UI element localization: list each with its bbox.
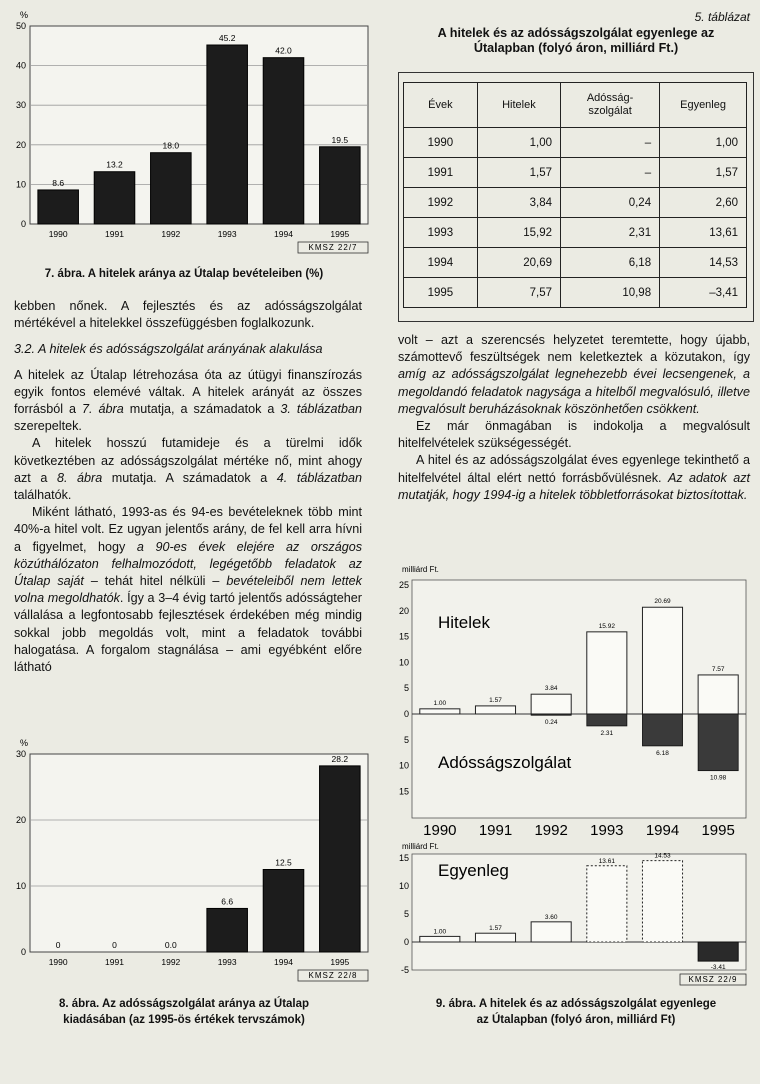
table-cell: 10,98 xyxy=(561,278,660,308)
x-tick-label: 1992 xyxy=(161,229,181,239)
table-5-frame xyxy=(398,72,754,322)
data-label: 10.98 xyxy=(710,774,727,782)
x-tick-label: 1991 xyxy=(105,957,124,967)
figure-8-caption-line2: kiadásában (az 1995-ös értékek tervszámok) xyxy=(63,1014,305,1026)
table-row xyxy=(404,128,747,158)
text-run: találhatók. xyxy=(14,488,72,503)
paragraph xyxy=(14,504,362,676)
table-cell: 1992 xyxy=(404,188,478,218)
text-run: bevételeiből nem lettek volna megoldhatók xyxy=(14,574,362,606)
data-label: 1.57 xyxy=(489,696,502,704)
x-tick-label: 1995 xyxy=(330,957,350,967)
bar xyxy=(207,908,248,952)
egyenleg-bar xyxy=(475,933,515,942)
paragraph xyxy=(14,435,362,504)
hitelek-bar xyxy=(642,607,682,714)
y-tick-label: 0 xyxy=(20,947,26,957)
figure-8 xyxy=(8,736,378,990)
data-label: 18.0 xyxy=(162,140,180,151)
bar xyxy=(151,153,192,224)
y-tick-label: 15 xyxy=(398,786,409,797)
y-unit-label: % xyxy=(20,738,29,748)
bar xyxy=(320,766,361,952)
hitelek-bar xyxy=(587,632,627,714)
y-tick-label: 5 xyxy=(403,683,409,694)
y-tick-label: 10 xyxy=(15,881,26,891)
table-cell: 0,24 xyxy=(561,188,660,218)
y-tick-label: 20 xyxy=(398,605,409,616)
table-header-row xyxy=(404,83,747,128)
col-header: Egyenleg xyxy=(660,83,747,128)
data-label: 1.57 xyxy=(489,925,502,933)
data-label: 0.24 xyxy=(544,719,558,727)
table-5-body xyxy=(404,128,747,308)
y-tick-label: 10 xyxy=(398,760,409,771)
data-label: 1.00 xyxy=(433,928,447,936)
text-run: amíg az adósságszolgálat legnehezebb évei lecsengenek, a megoldandó feladatok nagysága a hitelből megvalósuló, illetve megvalósult beruházásoknak köszönhetően csökkent. xyxy=(398,367,750,416)
table-5-title-line1: A hitelek és az adósságszolgálat egyenlege az xyxy=(437,26,715,40)
y-tick-label: 15 xyxy=(398,631,409,642)
hitelek-bar xyxy=(698,675,738,714)
text-run: 3. táblázatban xyxy=(280,402,363,417)
bar xyxy=(263,870,304,953)
y-tick-label: 20 xyxy=(15,815,26,825)
table-cell: 1995 xyxy=(404,278,478,308)
x-tick-label: 1990 xyxy=(48,229,68,239)
data-label: 3.84 xyxy=(544,685,558,693)
data-label: 42.0 xyxy=(275,45,292,56)
text-run: a 90-es évek elejére az országos közúthálózaton felhalmozódott, legégetőbb feladatok az Útalap saját xyxy=(14,539,363,589)
x-tick-label: 1995 xyxy=(701,822,735,839)
data-label: 12.5 xyxy=(275,857,292,868)
data-label: 13.2 xyxy=(106,159,123,170)
data-label: 7.57 xyxy=(711,665,725,673)
y-tick-label: 20 xyxy=(15,139,26,150)
data-label: -3.41 xyxy=(710,964,726,972)
y-unit-label: milliárd Ft. xyxy=(402,842,439,851)
table-cell: 7,57 xyxy=(477,278,560,308)
x-tick-label: 1994 xyxy=(645,822,680,839)
table-cell: 20,69 xyxy=(477,248,560,278)
paragraph xyxy=(398,332,750,418)
data-label: 0.0 xyxy=(164,940,177,950)
table-row xyxy=(404,278,747,308)
figure-7-caption: 7. ábra. A hitelek aránya az Útalap bevételeiben (%) xyxy=(44,268,324,280)
col-header: Hitelek xyxy=(477,83,560,128)
table-5-title xyxy=(398,26,754,56)
x-tick-label: 1993 xyxy=(590,822,624,839)
table-5 xyxy=(403,82,747,308)
table-cell: – xyxy=(561,128,660,158)
x-tick-label: 1993 xyxy=(217,957,237,967)
text-run: Miként látható, 1993-as és 94-es bevételeknek több mint 40%-a hitel volt. Ez ugyan jelentős arány, de fel kell arra hívni a figyelmet, hogy xyxy=(14,505,362,554)
text-run: 7. ábra xyxy=(82,402,124,417)
adossag-bar xyxy=(698,714,738,771)
y-tick-label: 0 xyxy=(403,937,409,947)
table-cell: 15,92 xyxy=(477,218,560,248)
table-cell: 6,18 xyxy=(561,248,660,278)
x-tick-label: 1994 xyxy=(274,957,293,967)
table-5-title-line2: Útalapban (folyó áron, milliárd Ft.) xyxy=(473,41,679,55)
y-tick-label: 5 xyxy=(403,909,409,919)
adossag-bar xyxy=(587,714,627,726)
text-run: 4. táblázatban xyxy=(276,470,362,485)
text-run: – tehát hitel nélküli – xyxy=(83,574,227,589)
table-cell: 1,57 xyxy=(477,158,560,188)
data-label: 19.5 xyxy=(331,134,349,145)
figure-8-caption-line1: 8. ábra. Az adósságszolgálat aránya az Útalap xyxy=(58,998,310,1010)
x-tick-label: 1991 xyxy=(478,822,513,839)
x-tick-label: 1994 xyxy=(274,229,293,239)
y-tick-label: 10 xyxy=(398,881,409,891)
table-cell: 2,60 xyxy=(660,188,747,218)
y-unit-label: milliárd Ft. xyxy=(402,565,439,574)
data-label: 28.2 xyxy=(331,753,349,764)
section-heading-text: 3.2. A hitelek és adósságszolgálat arányának alakulása xyxy=(14,342,323,357)
table-cell: 13,61 xyxy=(660,218,747,248)
bar xyxy=(94,172,135,224)
figure-9-chart xyxy=(398,562,754,992)
figure-code: KMSZ 22/8 xyxy=(308,971,358,980)
bar xyxy=(263,58,304,224)
table-row xyxy=(404,218,747,248)
table-cell: 14,53 xyxy=(660,248,747,278)
x-tick-label: 1992 xyxy=(534,822,568,839)
figure-9-caption xyxy=(400,996,752,1028)
table-cell: –3,41 xyxy=(660,278,747,308)
plot-area xyxy=(30,26,368,224)
table-cell: 1991 xyxy=(404,158,478,188)
figure-code: KMSZ 22/9 xyxy=(688,975,738,984)
data-label: 1.00 xyxy=(433,699,447,707)
y-tick-label: 15 xyxy=(398,853,409,863)
hitelek-bar xyxy=(475,706,515,714)
egyenleg-bar xyxy=(531,922,571,942)
y-tick-label: -5 xyxy=(400,965,409,975)
egyenleg-bar xyxy=(642,861,682,942)
y-tick-label: 30 xyxy=(15,100,26,111)
data-label: 13.61 xyxy=(598,857,615,865)
table-row xyxy=(404,158,747,188)
table-row xyxy=(404,248,747,278)
paragraph xyxy=(14,367,362,436)
text-run: A hitelek az Útalap létrehozása óta az útügyi finanszírozás egyik fontos elemévé váltak. A hitelek arányát az összes forrásból a xyxy=(14,367,362,417)
text-run: mutatja, a számadatok a xyxy=(123,402,281,417)
bar xyxy=(320,147,361,224)
data-label: 14.53 xyxy=(654,852,671,860)
col-header: Évek xyxy=(404,83,478,128)
bar xyxy=(38,190,79,224)
x-tick-label: 1993 xyxy=(217,229,237,239)
x-tick-label: 1990 xyxy=(423,822,457,839)
figure-7 xyxy=(8,8,378,258)
text-run: Az adatok azt mutatják, hogy 1994-ig a hitelek többletforrásokat biztosítottak. xyxy=(398,470,751,502)
hitelek-bar xyxy=(531,694,571,714)
y-tick-label: 0 xyxy=(403,709,409,719)
paragraph xyxy=(398,452,750,504)
figure-9-caption-line2: az Útalapban (folyó áron, milliárd Ft) xyxy=(476,1014,676,1026)
table-cell: 2,31 xyxy=(561,218,660,248)
right-column-text xyxy=(398,332,750,504)
data-label: 6.18 xyxy=(656,749,669,757)
table-cell: 1994 xyxy=(404,248,478,278)
adossag-bar xyxy=(531,714,571,715)
data-label: 45.2 xyxy=(218,33,236,44)
section-heading xyxy=(14,341,362,358)
text-run: A hitelek hosszú futamideje és a türelmi idők következtében az adósságszolgálat mértéke nő, mint ahogy azt a xyxy=(14,436,362,485)
text-run: szerepeltek. xyxy=(14,419,82,434)
egyenleg-bar xyxy=(420,936,460,942)
text-run: . Így a 3–4 évig tartó jelentős adósságteher vállalása a legfontosabb fejlesztések érdekében még mindig sokkal jobb megoldás volt, mint a feladatok további halogatása. A forgalom stagnálása – ami egyébként előre látható xyxy=(14,591,363,675)
data-label: 20.69 xyxy=(654,598,671,606)
table-cell: 1,00 xyxy=(477,128,560,158)
y-tick-label: 25 xyxy=(398,580,409,590)
plot-area xyxy=(30,754,368,952)
table-cell: 1,00 xyxy=(660,128,747,158)
y-tick-label: 10 xyxy=(398,657,409,668)
text-run: 8. ábra xyxy=(56,470,103,485)
figure-9-caption-line1: 9. ábra. A hitelek és az adósságszolgálat egyenlege xyxy=(435,998,717,1010)
data-label: 2.31 xyxy=(600,729,614,737)
table-cell: 1,57 xyxy=(660,158,747,188)
x-tick-label: 1990 xyxy=(48,957,68,967)
hitelek-bar xyxy=(420,709,460,714)
series-label-egyenleg: Egyenleg xyxy=(438,861,509,880)
y-tick-label: 30 xyxy=(15,749,26,759)
table-5-label: 5. táblázat xyxy=(694,10,750,24)
paragraph: kebben nőnek. A fejlesztés és az adósságszolgálat mértékével a hitelekkel összefüggésben foglalkozunk. xyxy=(14,299,362,331)
y-tick-label: 10 xyxy=(15,179,26,190)
y-unit-label: % xyxy=(20,10,29,20)
y-tick-label: 0 xyxy=(20,219,26,229)
figure-7-chart xyxy=(8,8,378,258)
adossag-bar xyxy=(642,714,682,746)
data-label: 6.6 xyxy=(221,896,234,907)
x-tick-label: 1992 xyxy=(161,957,181,967)
table-row xyxy=(404,188,747,218)
figure-code: KMSZ 22/7 xyxy=(308,243,358,252)
series-label-hitelek: Hitelek xyxy=(438,613,490,632)
egyenleg-bar xyxy=(587,866,627,942)
x-tick-label: 1991 xyxy=(105,229,124,239)
table-cell: 1993 xyxy=(404,218,478,248)
y-tick-label: 5 xyxy=(403,734,409,745)
y-tick-label: 40 xyxy=(15,60,26,71)
data-label: 0 xyxy=(55,940,61,950)
bar xyxy=(207,45,248,224)
egyenleg-bar xyxy=(698,942,738,961)
table-cell: 3,84 xyxy=(477,188,560,218)
col-header xyxy=(561,83,660,128)
data-label: 8.6 xyxy=(52,177,65,188)
data-label: 0 xyxy=(112,940,117,950)
table-cell: – xyxy=(561,158,660,188)
text-run: mutatja. A számadatok a xyxy=(102,470,277,485)
x-tick-label: 1995 xyxy=(330,229,350,239)
figure-8-chart xyxy=(8,736,378,990)
left-column-text xyxy=(14,298,362,676)
text-run: A hitel és az adósságszolgálat éves egyenlege tekinthető a hitelfelvétel által elért nettó forrásbővülésnek. xyxy=(398,453,750,485)
paragraph: Ez már önmagában is indokolja a megvalósult hitelfelvételek szükségességét. xyxy=(398,419,750,451)
figure-8-caption xyxy=(14,996,354,1028)
col-header-text: Adósság-szolgálat xyxy=(586,92,634,117)
data-label: 15.92 xyxy=(598,622,615,630)
text-run: volt – azt a szerencsés helyzetet teremtette, hogy újabb, számottevő feszültségek nem keletkeztek a közutakon, így xyxy=(398,333,750,365)
table-cell: 1990 xyxy=(404,128,478,158)
data-label: 3.60 xyxy=(544,913,558,921)
figure-9 xyxy=(398,562,754,992)
series-label-adossag: Adósságszolgálat xyxy=(438,753,572,772)
y-tick-label: 50 xyxy=(15,21,26,31)
